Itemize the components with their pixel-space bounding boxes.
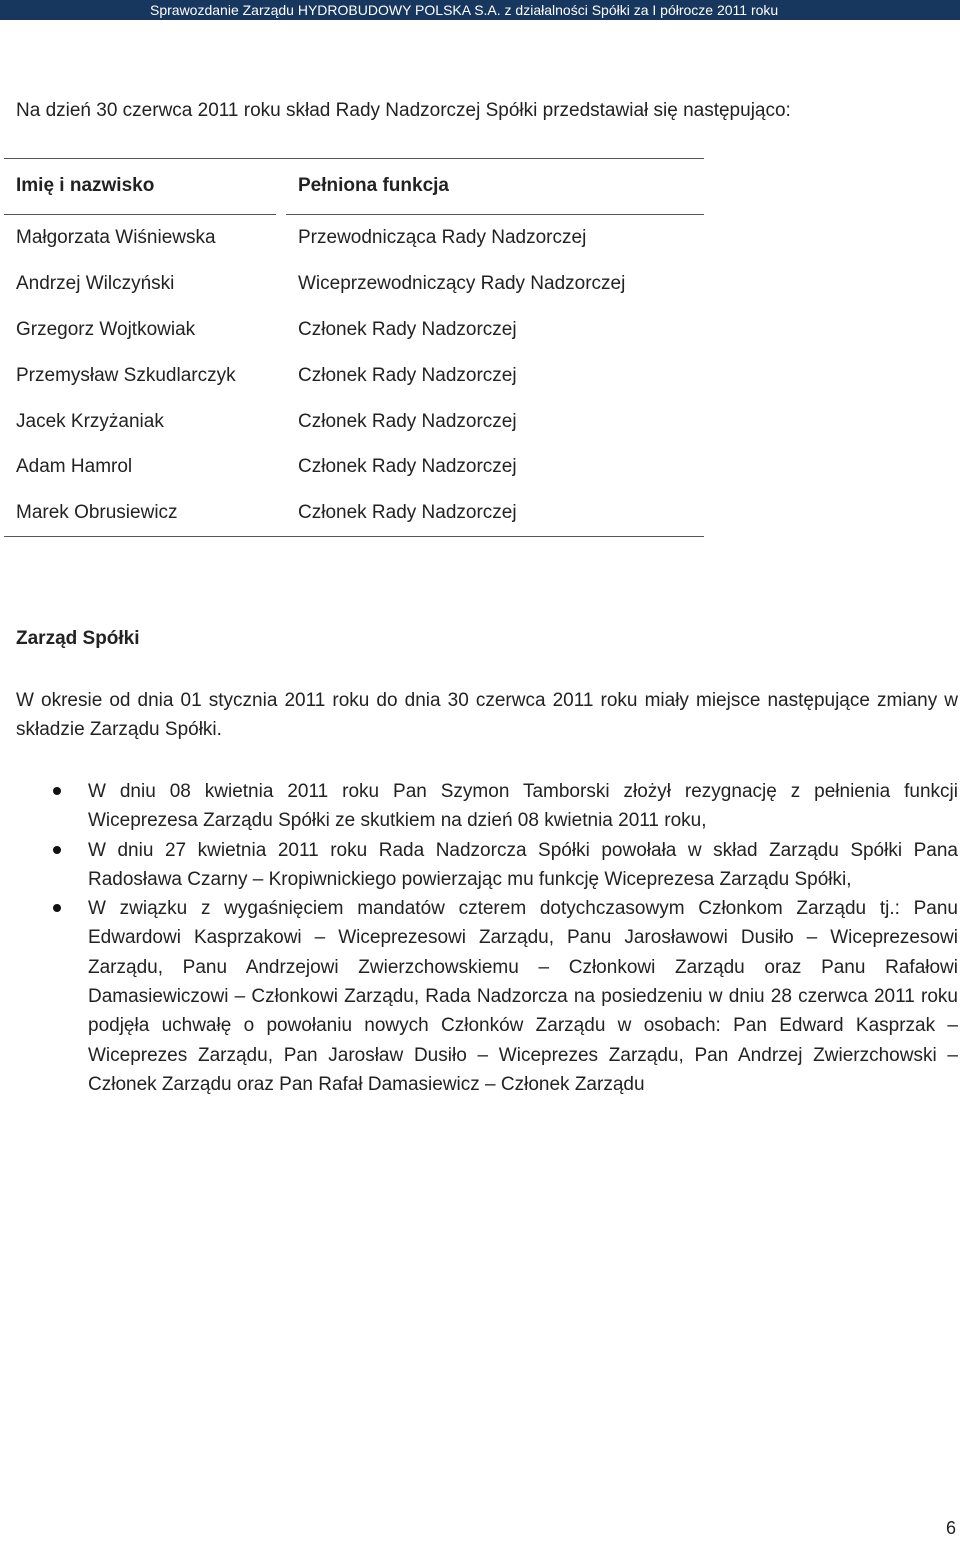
row-function: Członek Rady Nadzorczej [298,365,517,386]
intro-text: Na dzień 30 czerwca 2011 roku skład Rady Nadzorczej Spółki przedstawiał się następująco: [16,100,791,121]
row-name: Adam Hamrol [16,456,133,477]
row-function: Członek Rady Nadzorczej [298,319,517,340]
changes-list [50,777,958,1099]
row-name: Marek Obrusiewicz [16,502,178,523]
bullet-icon [53,904,61,912]
header-rule-right [286,214,704,215]
row-function: Członek Rady Nadzorczej [298,411,517,432]
bullet-icon [53,846,61,854]
list-item-text: W związku z wygaśnięciem mandatów czterem dotychczasowym Członkom Zarządu tj.: Panu Edwardowi Kasprzakowi – Wiceprezesowi Zarządu, Panu Jarosławowi Dusiło – Wiceprezesowi Zarządu, Panu Andrzejowi Zwierzchowskiemu – Członkowi Zarządu oraz Panu Rafałowi Damasiewiczowi – Członkowi Zarządu, Rada Nadzorcza na posiedzeniu w dniu 28 czerwca 2011 roku podjęła uchwałę o powołaniu nowych Członków Zarządu w osobach: Pan Edward Kasprzak – Wiceprezes Zarządu, Pan Jarosław Dusiło – Wiceprezes Zarządu, Pan Andrzej Zwierzchowski – Członek Zarządu oraz Pan Rafał Damasiewicz – Członek Zarządu [88,898,958,1095]
row-function: Wiceprzewodniczący Rady Nadzorczej [298,273,626,294]
page-header [0,0,960,20]
page-number: 6 [946,1518,957,1538]
row-name: Grzegorz Wojtkowiak [16,319,196,340]
row-function: Członek Rady Nadzorczej [298,456,517,477]
header-name: Imię i nazwisko [16,175,155,196]
list-item [50,836,958,895]
header-rule-left [4,214,276,215]
list-item [50,777,958,836]
table-top-rule [4,158,704,159]
header-text: Sprawozdanie Zarządu HYDROBUDOWY POLSKA S.A. z działalności Spółki za I półrocze 2011 roku [150,2,779,18]
table-bottom-rule [4,536,704,537]
management-paragraph: W okresie od dnia 01 stycznia 2011 roku do dnia 30 czerwca 2011 roku miały miejsce następujące zmiany w składzie Zarządu Spółki. [16,690,958,740]
row-function: Przewodnicząca Rady Nadzorczej [298,227,587,248]
list-item [50,894,958,1099]
row-name: Andrzej Wilczyński [16,273,175,294]
row-name: Przemysław Szkudlarczyk [16,365,236,386]
header-function: Pełniona funkcja [298,175,449,196]
list-item-text: W dniu 27 kwietnia 2011 roku Rada Nadzorcza Spółki powołała w skład Zarządu Spółki Pana Radosława Czarny – Kropiwnickiego powierzając mu funkcję Wiceprezesa Zarządu Spółki, [88,839,958,890]
bullet-icon [53,787,61,795]
list-item-text: W dniu 08 kwietnia 2011 roku Pan Szymon Tamborski złożył rezygnację z pełnienia funkcji Wiceprezesa Zarządu Spółki ze skutkiem na dzień 08 kwietnia 2011 roku, [88,781,958,832]
row-name: Małgorzata Wiśniewska [16,227,216,248]
row-function: Członek Rady Nadzorczej [298,502,517,523]
row-name: Jacek Krzyżaniak [16,411,164,432]
section-title: Zarząd Spółki [16,628,140,649]
